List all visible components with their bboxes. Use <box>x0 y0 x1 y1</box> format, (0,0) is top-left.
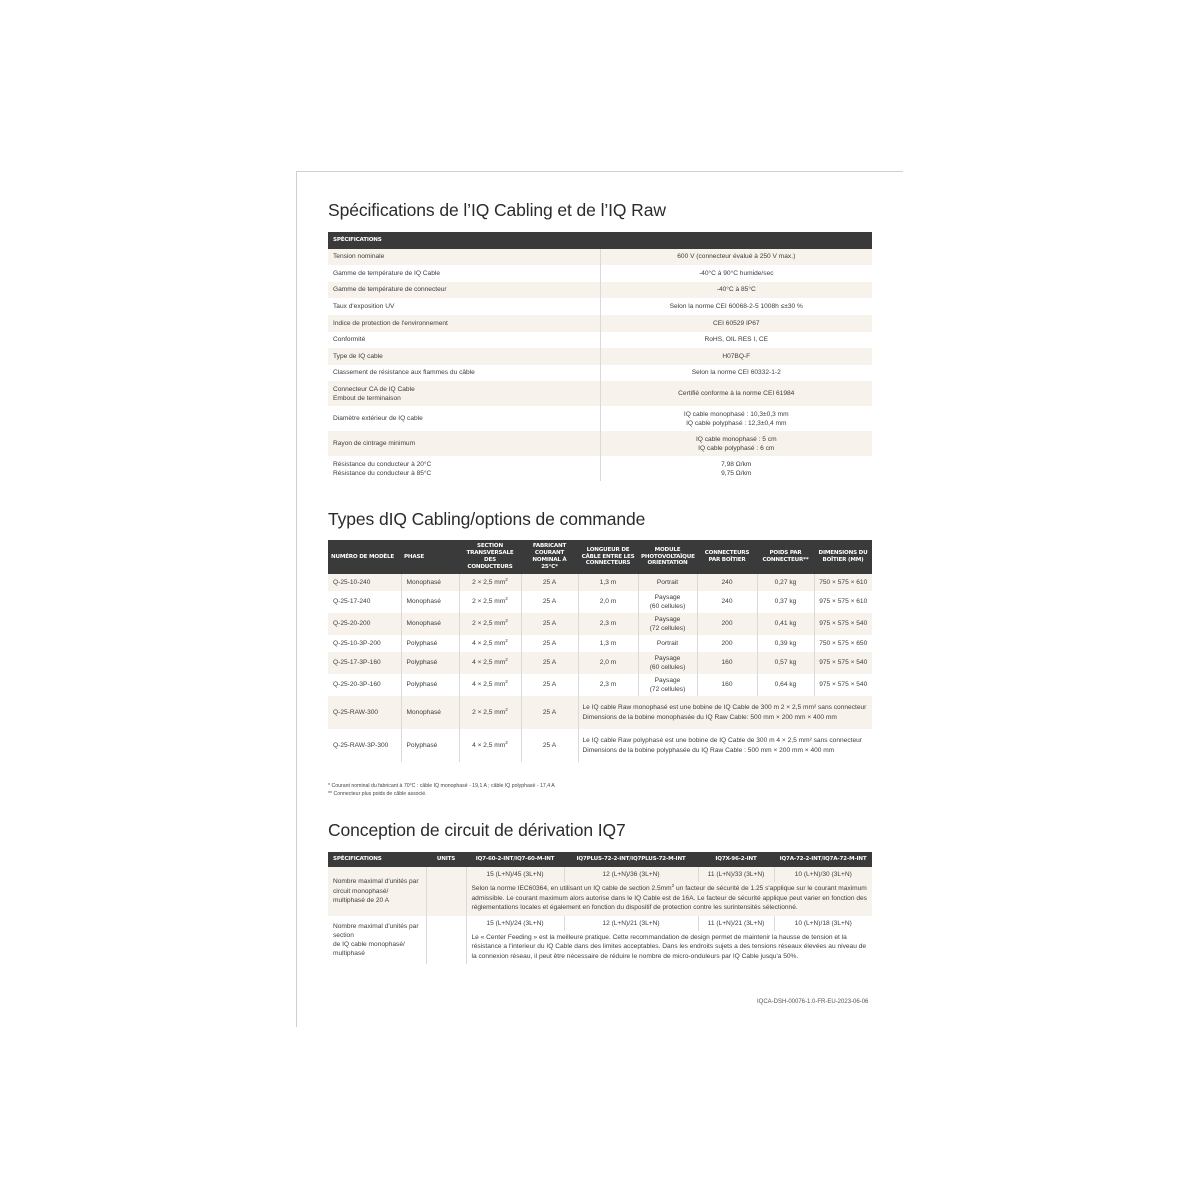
iq7-value: 15 (L+N)/24 (3L+N) <box>466 916 564 931</box>
superscript: 2 <box>671 882 675 888</box>
iq7-value: 11 (L+N)/21 (3L+N) <box>698 916 774 931</box>
orientation-line: Paysage <box>654 615 681 623</box>
spec-value-line: 9,75 Ω/km <box>721 469 752 477</box>
iq7-note-text: Selon la norme IEC60364, en utilisant un IQ cable de section 2.5mm <box>471 885 672 892</box>
cross-section <box>459 696 521 729</box>
orientation-line: Portrait <box>656 578 679 586</box>
types-header-row <box>328 540 872 574</box>
types-row <box>328 591 872 613</box>
orientation <box>638 652 697 674</box>
spec-value: Selon la norme CEI 60068-2-5 1008h ≤±30 % <box>600 298 872 315</box>
spec-section-title: Spécifications de l’IQ Cabling et de l’IQ Raw <box>328 200 666 220</box>
cross-section-value: 2 × 2,5 mm <box>472 598 506 606</box>
spec-value-line: IQ cable polyphasé : 6 cm <box>698 444 775 452</box>
iq7-value: 15 (L+N)/45 (3L+N) <box>466 867 564 882</box>
spec-label: Gamme de température de IQ Cable <box>333 269 441 277</box>
footnote: * Courant nominal du fabricant à 70°C : câble IQ monophasé - 19,1 A ; câble IQ polyphasé - 17,4 A <box>328 783 555 789</box>
rated-current: 25 A <box>521 635 578 652</box>
superscript: 2 <box>505 657 508 663</box>
footnote: ** Connecteur plus poids de câble associé. <box>328 790 427 797</box>
iq7-value: 10 (L+N)/18 (3L+N) <box>794 919 852 927</box>
col-header-iq7x: IQ7X-96-2-INT <box>698 852 774 867</box>
spec-row <box>328 315 872 332</box>
col-header-model: NUMÉRO DE MODÈLE <box>328 540 401 574</box>
iq7-row-label: Nombre maximal d'unités par circuit monophasé/ multiphasé de 20 A <box>328 867 426 916</box>
model-number: Q-25-17-3P-160 <box>328 652 401 674</box>
iq7-header-row <box>328 852 872 867</box>
phase: Polyphasé <box>401 674 459 696</box>
spec-label-line: Embout de terminaison <box>333 394 401 402</box>
iq7-label-line: de IQ cable monophasé/ multiphasé <box>333 940 405 958</box>
spec-label: Indice de protection de l'environnement <box>328 315 600 332</box>
superscript: 2 <box>505 679 508 685</box>
raw-description-line: Dimensions de la bobine polyphasée du IQ Raw Cable : 500 mm × 200 mm × 400 mm <box>582 746 835 754</box>
iq7-row <box>328 916 872 931</box>
model-number: Q-25-17-240 <box>333 598 371 606</box>
superscript: 2 <box>505 596 508 602</box>
model-number: Q-25-RAW-3P-300 <box>333 741 389 749</box>
cable-length: 1,3 m <box>578 635 638 652</box>
orientation-line: Paysage <box>654 593 681 601</box>
spec-label: Tension nominale <box>328 249 600 266</box>
model-number: Q-25-10-240 <box>328 574 401 591</box>
types-section-title: Types dIQ Cabling/options de commande <box>328 509 646 529</box>
types-row <box>328 635 872 652</box>
spec-value <box>600 406 872 431</box>
spec-value: -40°C à 85°C <box>600 282 872 299</box>
spec-label <box>328 381 600 406</box>
connectors-per-box: 200 <box>697 613 757 635</box>
raw-description <box>578 729 872 762</box>
spec-value-line: 7,98 Ω/km <box>721 460 752 468</box>
orientation <box>638 574 697 591</box>
rated-current: 25 A <box>521 729 578 762</box>
model-number: Q-25-20-3P-160 <box>333 681 381 689</box>
model-number: Q-25-20-200 <box>328 613 401 635</box>
cable-length: 2,3 m <box>578 674 638 696</box>
spec-value: H07BQ-F <box>600 348 872 365</box>
types-table <box>328 540 872 762</box>
superscript: 2 <box>505 637 508 643</box>
connectors-per-box: 240 <box>697 591 757 613</box>
spec-value-line: IQ cable monophasé : 10,3±0,3 mm <box>683 410 789 418</box>
phase: Monophasé <box>401 574 459 591</box>
spec-value: RoHS, OIL RES I, CE <box>600 332 872 349</box>
spec-label: Classement de résistance aux flammes du câble <box>333 369 475 377</box>
orientation-line: Paysage <box>654 676 681 684</box>
connectors-per-box: 240 <box>697 574 757 591</box>
weight-per-connector: 0,57 kg <box>757 652 814 674</box>
iq7-note <box>466 882 872 916</box>
weight-per-connector: 0,27 kg <box>757 574 814 591</box>
spec-label-line: Résistance du conducteur à 20°C <box>333 460 432 468</box>
types-raw-row <box>328 696 872 729</box>
col-header-spec: SPÉCIFICATIONS <box>328 852 426 867</box>
spec-value-line: IQ cable polyphasé : 12,3±0,4 mm <box>686 419 787 427</box>
types-raw-row <box>328 729 872 762</box>
connectors-per-box: 160 <box>697 674 757 696</box>
spec-label-line: Résistance du conducteur à 85°C <box>333 469 432 477</box>
weight-per-connector: 0,37 kg <box>757 591 814 613</box>
cross-section <box>459 613 521 635</box>
box-dimensions: 750 × 575 × 610 <box>814 574 872 591</box>
col-header-connectors: CONNECTEURS PAR BOÎTIER <box>697 540 757 574</box>
model-number: Q-25-RAW-300 <box>328 696 401 729</box>
spec-label: Gamme de température de connecteur <box>328 282 600 299</box>
types-row <box>328 574 872 591</box>
spec-label-line: Connecteur CA de IQ Cable <box>333 385 415 393</box>
iq7-label-line: Nombre maximal d'unités par section <box>333 922 419 939</box>
types-row <box>328 674 872 696</box>
spec-label: Conformité <box>333 336 366 344</box>
iq7-note-text: un facteur de sécurité de 1.25 s'applique sur le courant maximum admissible. Le courant maximum alors autorise dans le IQ Cable est de 16A. Le facteur de sécurité applique peut varier en fonction des réglementations locales et également en fonction du dispositif de protection contre les surintensités sélectionné. <box>471 885 867 912</box>
cross-section <box>459 574 521 591</box>
connectors-per-box: 200 <box>697 635 757 652</box>
raw-description-line: Le IQ cable Raw monophasé est une bobine de IQ Cable de 300 m 2 × 2,5 mm² sans connecteur <box>582 704 867 712</box>
col-header-units: UNITS <box>426 852 466 867</box>
cable-length: 1,3 m <box>578 574 638 591</box>
orientation-line: (60 cellules) <box>649 603 686 610</box>
phase: Monophasé <box>401 696 459 729</box>
cross-section <box>459 652 521 674</box>
spec-value-line: IQ cable monophasé : 5 cm <box>695 435 777 443</box>
iq7-note: Le « Center Feeding » est la meilleure pratique. Cette recommandation de design permet de maintenir la hausse de tension et la résistance a l'interieur du IQ Cable dans des limites acceptables. Dans les endroits sujets a des tensions réseaux élevées au niveau de la connexion réseau, il peut être nécessaire de réduire le nombre de micro-onduleurs par IQ Cable jusqu'a 50%. <box>471 933 867 960</box>
rated-current: 25 A <box>521 574 578 591</box>
iq7-value: 10 (L+N)/30 (3L+N) <box>774 867 872 882</box>
document-id: IQCA-DSH-00076-1.0-FR-EU-2023-06-06 <box>757 999 869 1005</box>
spec-value: Selon la norme CEI 60332-1-2 <box>600 365 872 382</box>
cross-section-value: 2 × 2,5 mm <box>472 708 506 716</box>
cable-length: 2,3 m <box>578 613 638 635</box>
cross-section-value: 4 × 2,5 mm <box>472 741 506 749</box>
col-header-iq7a: IQ7A-72-2-INT/IQ7A-72-M-INT <box>774 852 872 867</box>
cross-section-value: 2 × 2,5 mm <box>472 578 506 586</box>
col-header-current: FABRICANT COURANT NOMINAL À 25°C* <box>521 540 578 574</box>
iq7-value: 11 (L+N)/33 (3L+N) <box>698 867 774 882</box>
phase: Polyphasé <box>401 635 459 652</box>
weight-per-connector: 0,39 kg <box>757 635 814 652</box>
spec-row <box>328 431 872 456</box>
cross-section <box>459 729 521 762</box>
box-dimensions: 975 × 575 × 540 <box>814 652 872 674</box>
cross-section <box>459 635 521 652</box>
orientation-line: Paysage <box>654 654 681 662</box>
cross-section-value: 4 × 2,5 mm <box>472 659 506 667</box>
iq7-row <box>328 867 872 882</box>
orientation-line: Portrait <box>656 639 679 647</box>
types-row <box>328 613 872 635</box>
rated-current: 25 A <box>521 613 578 635</box>
col-header-length: LONGUEUR DE CÂBLE ENTRE LES CONNECTEURS <box>578 540 638 574</box>
orientation-line: (72 cellules) <box>649 686 686 693</box>
spec-value: -40°C à 90°C humide/sec <box>600 265 872 282</box>
weight-per-connector: 0,64 kg <box>757 674 814 696</box>
weight-per-connector: 0,41 kg <box>757 613 814 635</box>
raw-description <box>578 696 872 729</box>
box-dimensions: 975 × 575 × 610 <box>814 591 872 613</box>
col-header-phase: PHASE <box>401 540 459 574</box>
spec-label: Taux d'exposition UV <box>333 303 395 311</box>
cross-section-value: 4 × 2,5 mm <box>472 681 506 689</box>
spec-table <box>328 232 872 481</box>
spec-row <box>328 406 872 431</box>
spec-value <box>600 431 872 456</box>
connectors-per-box: 160 <box>697 652 757 674</box>
iq7-table <box>328 852 872 964</box>
cross-section-value: 4 × 2,5 mm <box>472 639 506 647</box>
box-dimensions: 975 × 575 × 540 <box>814 613 872 635</box>
orientation <box>638 674 697 696</box>
spec-value: Certifié conforme à la norme CEI 61984 <box>600 381 872 406</box>
superscript: 2 <box>505 618 508 624</box>
col-header-iq7plus: IQ7PLUS-72-2-INT/IQ7PLUS-72-M-INT <box>564 852 698 867</box>
box-dimensions: 750 × 575 × 650 <box>814 635 872 652</box>
spec-label: Diamètre extérieur de IQ cable <box>333 415 423 423</box>
spec-value <box>600 456 872 481</box>
cross-section <box>459 591 521 613</box>
spec-table-header: SPÉCIFICATIONS <box>328 232 872 249</box>
col-header-dims: DIMENSIONS DU BOÎTIER (MM) <box>814 540 872 574</box>
iq7-value: 12 (L+N)/36 (3L+N) <box>564 867 698 882</box>
spec-value: CEI 60529 IP67 <box>600 315 872 332</box>
phase: Polyphasé <box>401 729 459 762</box>
superscript: 2 <box>505 576 508 582</box>
spec-label: Type de IQ cable <box>328 348 600 365</box>
phase: Monophasé <box>401 591 459 613</box>
spec-row <box>328 282 872 299</box>
rated-current: 25 A <box>521 652 578 674</box>
orientation <box>638 613 697 635</box>
cross-section-value: 2 × 2,5 mm <box>472 620 506 628</box>
spec-value: 600 V (connecteur évalué à 250 V max.) <box>600 249 872 266</box>
model-number: Q-25-10-3P-200 <box>333 639 381 647</box>
spec-row <box>328 332 872 349</box>
iq7-section-title: Conception de circuit de dérivation IQ7 <box>328 820 626 840</box>
iq7-value: 12 (L+N)/21 (3L+N) <box>564 916 698 931</box>
phase: Monophasé <box>401 613 459 635</box>
spec-row <box>328 249 872 266</box>
rated-current: 25 A <box>521 591 578 613</box>
spec-row <box>328 265 872 282</box>
col-header-orientation: MODULE PHOTOVOLTAÏQUE ORIENTATION <box>638 540 697 574</box>
spec-label: Rayon de cintrage minimum <box>328 431 600 456</box>
rated-current: 25 A <box>521 696 578 729</box>
phase: Polyphasé <box>401 652 459 674</box>
rated-current: 25 A <box>521 674 578 696</box>
iq7-units <box>426 867 466 916</box>
orientation-line: (72 cellules) <box>649 625 686 632</box>
cable-length: 2,0 m <box>578 591 638 613</box>
box-dimensions: 975 × 575 × 540 <box>814 674 872 696</box>
superscript: 2 <box>505 706 508 712</box>
raw-description-line: Dimensions de la bobine monophasée du IQ Raw Cable: 500 mm × 200 mm × 400 mm <box>582 713 837 721</box>
iq7-row-label <box>328 916 426 965</box>
col-header-iq7: IQ7-60-2-INT/IQ7-60-M-INT <box>466 852 564 867</box>
orientation <box>638 591 697 613</box>
spec-row <box>328 298 872 315</box>
orientation <box>638 635 697 652</box>
col-header-section: SECTION TRANSVERSALE DES CONDUCTEURS <box>459 540 521 574</box>
spec-row <box>328 348 872 365</box>
col-header-weight: POIDS PAR CONNECTEUR** <box>757 540 814 574</box>
cross-section <box>459 674 521 696</box>
footnotes <box>328 783 555 799</box>
orientation-line: (60 cellules) <box>649 664 686 671</box>
spec-row <box>328 365 872 382</box>
superscript: 2 <box>505 739 508 745</box>
spec-row <box>328 381 872 406</box>
raw-description-line: Le IQ cable Raw polyphasé est une bobine de IQ Cable de 300 m 4 × 2,5 mm² sans connecteur <box>582 737 862 745</box>
cable-length: 2,0 m <box>578 652 638 674</box>
spec-row <box>328 456 872 481</box>
types-row <box>328 652 872 674</box>
iq7-units <box>426 916 466 965</box>
spec-label <box>328 456 600 481</box>
